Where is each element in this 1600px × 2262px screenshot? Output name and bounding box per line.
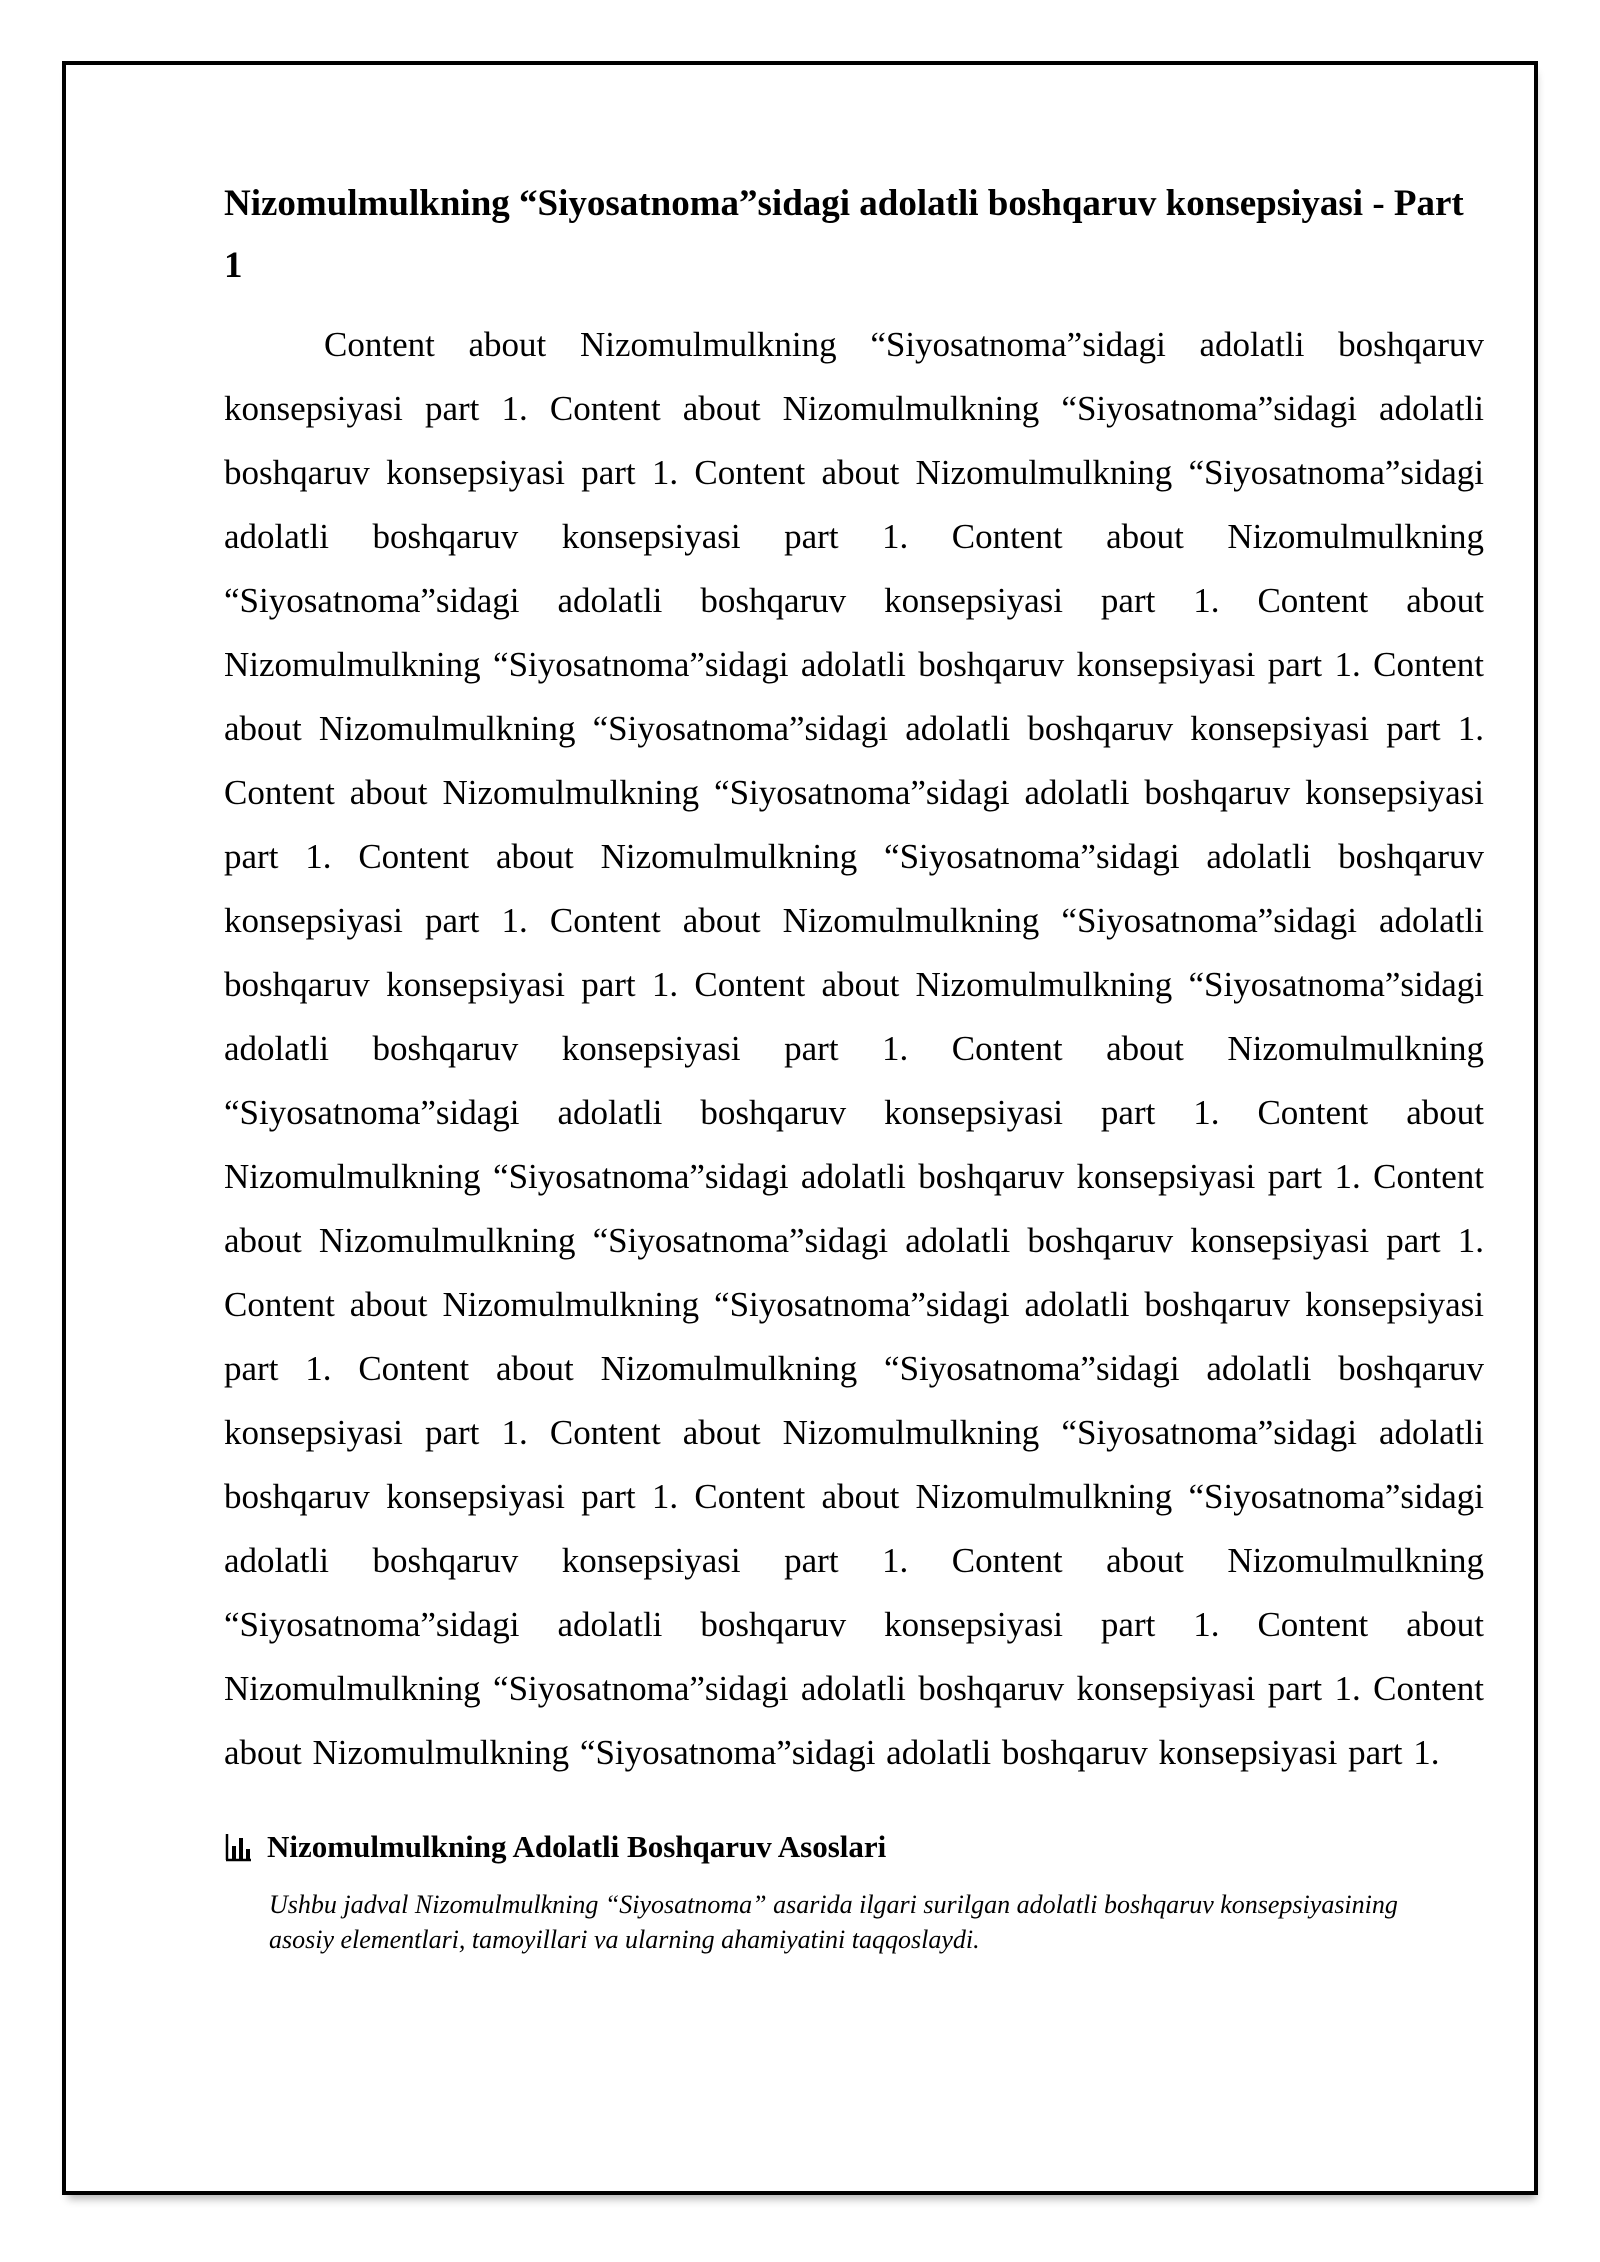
section-heading-text: Nizomulmulkning Adolatli Boshqaruv Asoslari <box>267 1829 887 1864</box>
page-content <box>66 65 1534 2191</box>
document-page <box>62 61 1538 2195</box>
bar-chart-icon <box>224 1831 254 1863</box>
body-paragraph: Content about Nizomulmulkning “Siyosatnoma”sidagi adolatli boshqaruv konsepsiyasi part 1. Content about Nizomulmulkning “Siyosatnoma”sidagi adolatli boshqaruv konsepsiyasi part 1. Content about Nizomulmulkning “Siyosatnoma”sidagi adolatli boshqaruv konsepsiyasi part 1. Content about Nizomulmulkning “Siyosatnoma”sidagi adolatli boshqaruv konsepsiyasi part 1. Content about Nizomulmulkning “Siyosatnoma”sidagi adolatli boshqaruv konsepsiyasi part 1. Content about Nizomulmulkning “Siyosatnoma”sidagi adolatli boshqaruv konsepsiyasi part 1. Content about Nizomulmulkning “Siyosatnoma”sidagi adolatli boshqaruv konsepsiyasi part 1. Content about Nizomulmulkning “Siyosatnoma”sidagi adolatli boshqaruv konsepsiyasi part 1. Content about Nizomulmulkning “Siyosatnoma”sidagi adolatli boshqaruv konsepsiyasi part 1. Content about Nizomulmulkning “Siyosatnoma”sidagi adolatli boshqaruv konsepsiyasi part 1. Content about Nizomulmulkning “Siyosatnoma”sidagi adolatli boshqaruv konsepsiyasi part 1. Content about Nizomulmulkning “Siyosatnoma”sidagi adolatli boshqaruv konsepsiyasi part 1. Content about Nizomulmulkning “Siyosatnoma”sidagi adolatli boshqaruv konsepsiyasi part 1. Content about Nizomulmulkning “Siyosatnoma”sidagi adolatli boshqaruv konsepsiyasi part 1. Content about Nizomulmulkning “Siyosatnoma”sidagi adolatli boshqaruv konsepsiyasi part 1. Content about Nizomulmulkning “Siyosatnoma”sidagi adolatli boshqaruv konsepsiyasi part 1. Content about Nizomulmulkning “Siyosatnoma”sidagi adolatli boshqaruv konsepsiyasi part 1. Content about Nizomulmulkning “Siyosatnoma”sidagi adolatli boshqaruv konsepsiyasi part 1. Content about Nizomulmulkning “Siyosatnoma”sidagi adolatli boshqaruv konsepsiyasi part 1. Content about Nizomulmulkning “Siyosatnoma”sidagi adolatli boshqaruv konsepsiyasi part 1. <box>224 325 1484 1772</box>
document-title: Nizomulmulkning “Siyosatnoma”sidagi adolatli boshqaruv konsepsiyasi - Part 1 <box>224 183 1464 286</box>
section-heading <box>224 1827 1484 1867</box>
table-caption: Ushbu jadval Nizomulmulkning “Siyosatnoma” asarida ilgari surilgan adolatli boshqaruv konsepsiyasining asosiy elementlari, tamoyillari va ularning ahamiyatini taqqoslaydi. <box>269 1890 1398 1954</box>
